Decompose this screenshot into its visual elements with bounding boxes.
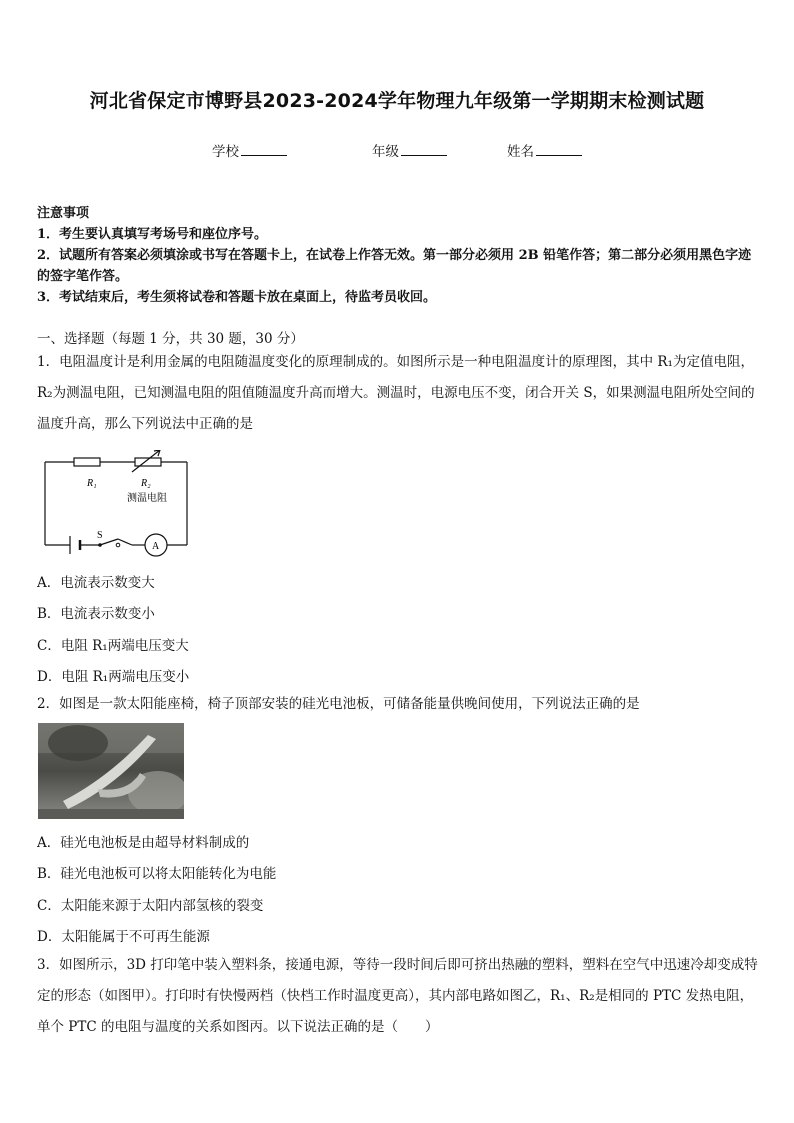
notice-item: 2．试题所有答案必须填涂或书写在答题卡上，在试卷上作答无效。第一部分必须用 2B 铅笔作答；第二部分必须用黑色字迹的签字笔作答。 — [37, 248, 752, 284]
q2-option-b: B．硅光电池板可以将太阳能转化为电能 — [37, 866, 277, 882]
notice-block — [37, 203, 759, 308]
q1-option-b: B．电流表示数变小 — [37, 606, 155, 622]
notice-item: 3．考试结束后，考生须将试卷和答题卡放在桌面上，待监考员收回。 — [37, 290, 437, 305]
grade-label: 年级 — [372, 144, 399, 160]
question-2-text: 2．如图是一款太阳能座椅，椅子顶部安装的硅光电池板，可储备能量供晚间使用，下列说法正确的是 — [37, 696, 640, 712]
r2-label: R₂ — [141, 478, 151, 489]
circuit-diagram — [40, 450, 192, 566]
r2-caption: 测温电阻 — [127, 493, 167, 504]
student-info-row — [0, 140, 794, 162]
ammeter-label: A — [152, 541, 160, 552]
q2-option-d: D．太阳能属于不可再生能源 — [37, 929, 210, 945]
question-3-text: 3．如图所示，3D 打印笔中装入塑料条，接通电源，等待一段时间后即可挤出热融的塑料，塑料在空气中迅速冷却变成特定的形态（如图甲）。打印时有快慢两档（快档工作时温度更高），其内部电路如图乙，R₁、R₂是相同的 PTC 发热电阻，单个 PTC 的电阻与温度的关系如图丙。以下说法正确的是（ ） — [37, 957, 758, 1035]
r1-label: R₁ — [87, 478, 97, 489]
school-label: 学校 — [212, 144, 239, 160]
school-field — [212, 140, 287, 160]
section-heading: 一、选择题（每题 1 分，共 30 题，30 分） — [37, 331, 304, 347]
question-1-text: 1．电阻温度计是利用金属的电阻随温度变化的原理制成的。如图所示是一种电阻温度计的原理图，其中 R₁为定值电阻，R₂为测温电阻，已知测温电阻的阻值随温度升高而增大。测温时，电源电压不变，闭合开关 S，如果测温电阻所处空间的温度升高，那么下列说法中正确的是 — [37, 354, 755, 432]
switch-label: S — [97, 530, 103, 541]
grade-field — [372, 140, 447, 160]
q2-option-a: A．硅光电池板是由超导材料制成的 — [37, 835, 250, 851]
q2-option-c: C．太阳能来源于太阳内部氢核的裂变 — [37, 898, 264, 914]
name-label: 姓名 — [507, 144, 534, 160]
switch-icon — [100, 539, 118, 545]
notice-item: 1．考生要认真填写考场号和座位序号。 — [37, 227, 268, 242]
solar-chair-photo — [38, 723, 184, 819]
name-blank[interactable] — [536, 141, 582, 156]
grade-blank[interactable] — [401, 141, 447, 156]
name-field — [507, 140, 582, 160]
q1-option-d: D．电阻 R₁两端电压变小 — [37, 669, 190, 685]
exam-title: 河北省保定市博野县2023-2024学年物理九年级第一学期期末检测试题 — [89, 90, 705, 112]
school-blank[interactable] — [241, 141, 287, 156]
q1-option-c: C．电阻 R₁两端电压变大 — [37, 638, 189, 654]
notice-heading: 注意事项 — [37, 206, 90, 221]
q1-option-a: A．电流表示数变大 — [37, 575, 155, 591]
